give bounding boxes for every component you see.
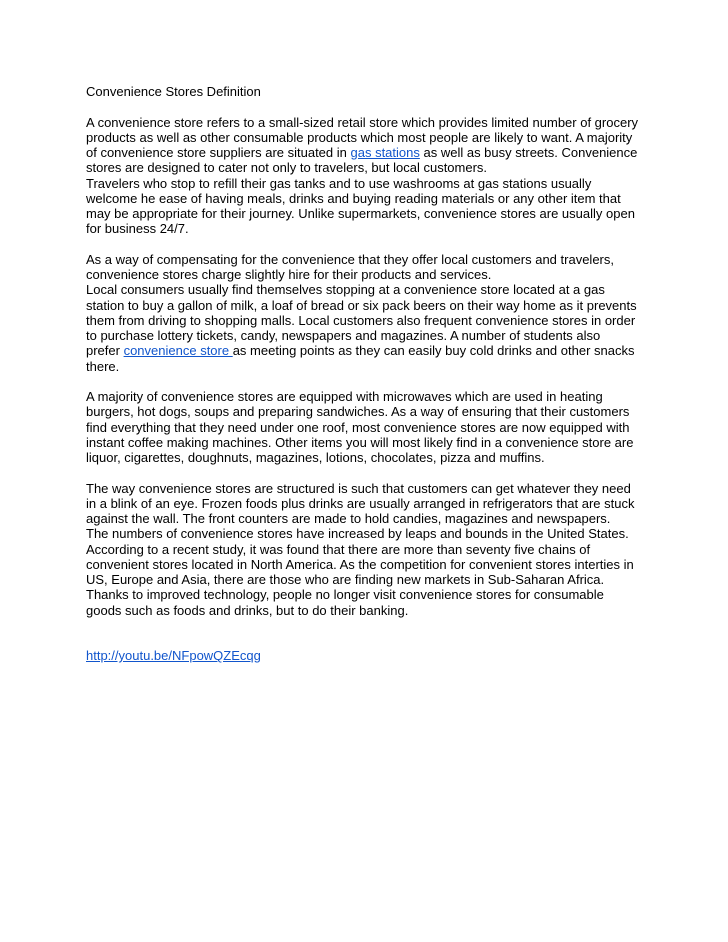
convenience-store-link[interactable]: convenience store bbox=[123, 343, 233, 359]
paragraph-equipment bbox=[86, 389, 646, 465]
text-line bbox=[86, 343, 646, 358]
text-fragment: as well as busy streets. Convenience bbox=[419, 145, 638, 160]
gas-stations-link[interactable]: gas stations bbox=[350, 145, 420, 160]
text-line: them from driving to shopping malls. Local customers also frequent convenience stores in order bbox=[86, 312, 636, 328]
text-line: there. bbox=[86, 358, 120, 374]
paragraph-compensation bbox=[86, 252, 646, 374]
text-line: According to a recent study, it was found that there are more than seventy five chains of bbox=[86, 541, 591, 557]
text-line: welcome he ease of having meals, drinks and buying reading materials or any other item that bbox=[86, 190, 621, 206]
text-line: convenience stores charge slightly hire for their products and services. bbox=[86, 267, 492, 282]
spacer bbox=[86, 374, 646, 389]
text-line: A majority of convenience stores are equipped with microwaves which are used in heating bbox=[86, 389, 603, 404]
text-line: in a blink of an eye. Frozen foods plus drinks are usually arranged in refrigerators that are stuck bbox=[86, 495, 635, 511]
paragraph-definition bbox=[86, 115, 646, 237]
spacer bbox=[86, 99, 646, 114]
spacer bbox=[86, 618, 646, 633]
text-line: products as well as other consumable products which most people are likely to want. A majority bbox=[86, 129, 633, 145]
text-line: goods such as foods and drinks, but to do their banking. bbox=[86, 602, 409, 618]
text-fragment: prefer bbox=[86, 343, 124, 359]
text-line: Travelers who stop to refill their gas tanks and to use washrooms at gas stations usually bbox=[86, 175, 592, 191]
text-line: stores are designed to cater not only to travelers, but local customers. bbox=[86, 160, 488, 176]
paragraph-structure bbox=[86, 481, 646, 618]
url-block bbox=[86, 648, 646, 663]
text-line: liquor, cigarettes, doughnuts, magazines, lotions, chocolates, pizza and muffins. bbox=[86, 450, 545, 465]
text-line: may be appropriate for their journey. Unlike supermarkets, convenience stores are usually open bbox=[86, 206, 635, 221]
text-line: US, Europe and Asia, there are those who are finding new markets in Sub-Saharan Africa. bbox=[86, 572, 605, 587]
text-line: convenient stores located in North America. As the competition for convenient stores interties in bbox=[86, 556, 634, 572]
text-line: against the wall. The front counters are made to hold candies, magazines and newspapers. bbox=[86, 511, 611, 526]
text-line: instant coffee making machines. Other items you will most likely find in a convenience store are bbox=[86, 434, 634, 450]
text-line: Thanks to improved technology, people no longer visit convenience stores for consumable bbox=[86, 587, 604, 603]
text-line: As a way of compensating for the convenience that they offer local customers and travelers, bbox=[86, 251, 614, 267]
text-line: find everything that they need under one roof, most convenience stores are now equipped with bbox=[86, 419, 630, 435]
document-title: Convenience Stores Definition bbox=[86, 84, 261, 99]
text-fragment: of convenience store suppliers are situated in bbox=[86, 145, 351, 160]
text-line: The way convenience stores are structured is such that customers can get whatever they need bbox=[86, 480, 631, 496]
text-line: Local consumers usually find themselves stopping at a convenience store located at a gas bbox=[86, 282, 605, 298]
text-fragment: as meeting points as they can easily buy cold drinks and other snacks bbox=[232, 343, 635, 359]
youtube-link[interactable]: http://youtu.be/NFpowQZEcqg bbox=[86, 648, 261, 664]
text-line: station to buy a gallon of milk, a loaf of bread or six pack beers on their way home as it prevents bbox=[86, 297, 637, 313]
text-line bbox=[86, 145, 646, 160]
text-line: A convenience store refers to a small-sized retail store which provides limited number of grocery bbox=[86, 114, 639, 130]
spacer bbox=[86, 237, 646, 252]
text-line: The numbers of convenience stores have increased by leaps and bounds in the United States. bbox=[86, 526, 629, 542]
spacer bbox=[86, 465, 646, 480]
document-page bbox=[86, 84, 646, 664]
text-line: burgers, hot dogs, soups and preparing sandwiches. As a way of ensuring that their customers bbox=[86, 404, 630, 420]
text-line: for business 24/7. bbox=[86, 221, 189, 237]
text-line: to purchase lottery tickets, candy, newspapers and magazines. A number of students also bbox=[86, 328, 601, 343]
